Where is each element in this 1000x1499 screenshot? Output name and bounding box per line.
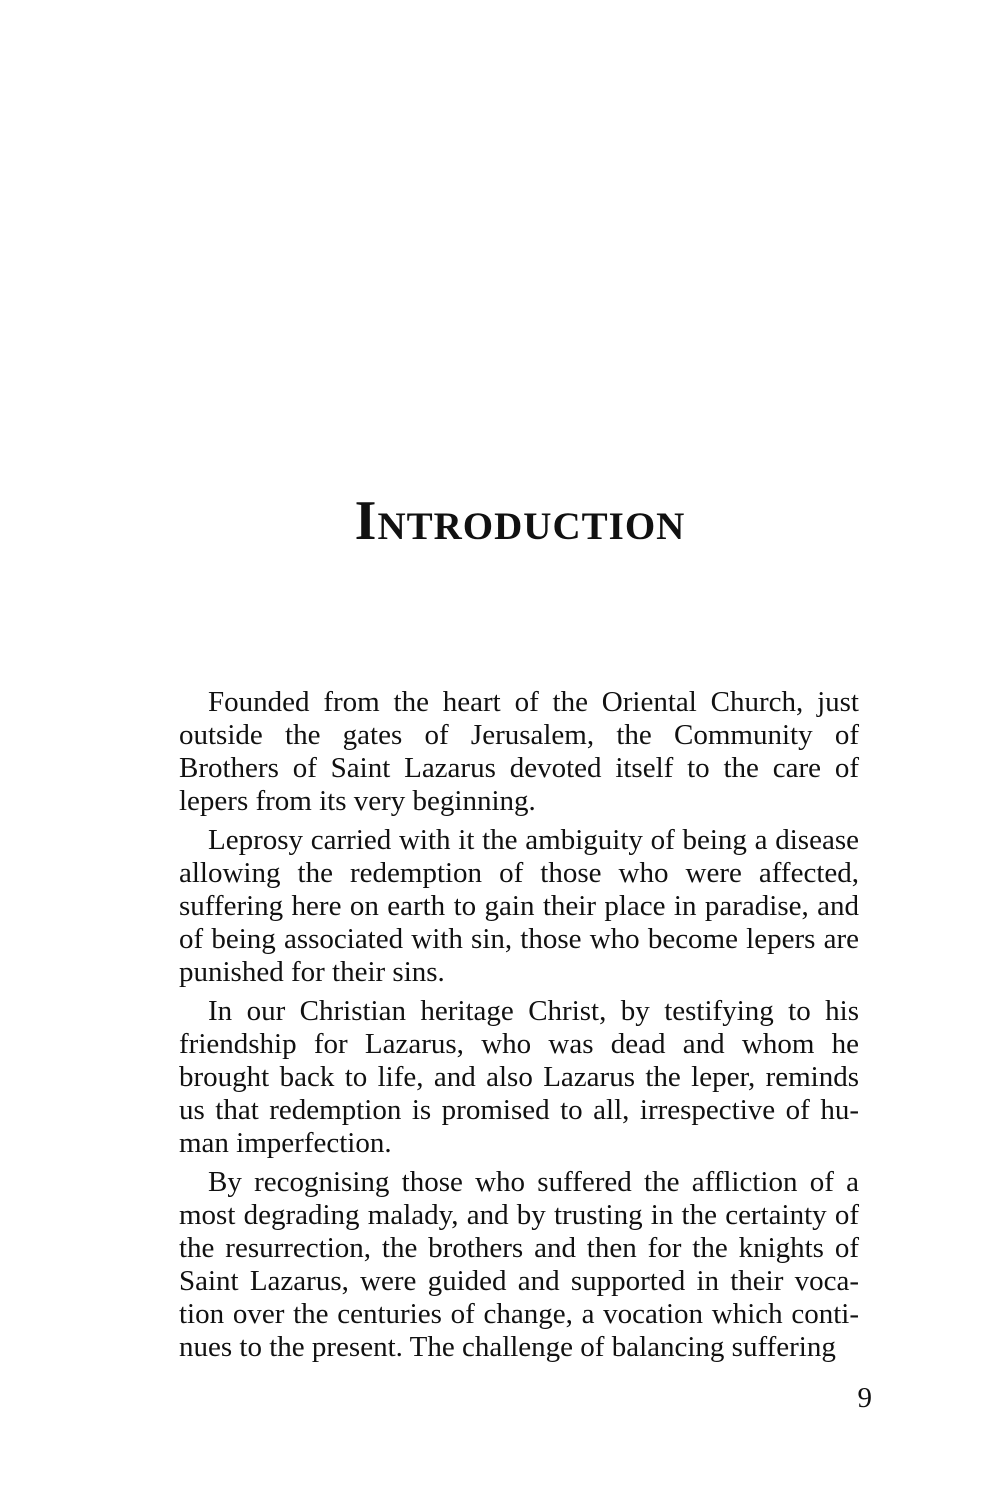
paragraph-4: By recognising those who suffered the affliction of a most degrading malady, and by trusting in the certainty of the resurrection, the brothers and then for the knights of Saint Lazarus, were guided and supported in their vocation over the centuries of change, a vocation which continues to the present. The challenge of balancing suffering bbox=[179, 1166, 859, 1363]
body-text bbox=[179, 686, 859, 1370]
paragraph-3: In our Christian heritage Christ, by testifying to his friendship for Lazarus, who was dead and whom he brought back to life, and also Lazarus the leper, reminds us that redemption is promised to all, irrespective of human imperfection. bbox=[179, 995, 859, 1159]
paragraph-2: Leprosy carried with it the ambiguity of being a disease allowing the redemption of those who were affected, suffering here on earth to gain their place in paradise, and of being associated with sin, those who become lepers are punished for their sins. bbox=[179, 824, 859, 988]
page-number: 9 bbox=[857, 1382, 872, 1414]
paragraph-1: Founded from the heart of the Oriental Church, just outside the gates of Jerusalem, the Community of Brothers of Saint Lazarus devoted itself to the care of lepers from its very beginning. bbox=[179, 686, 859, 817]
chapter-title: Introduction bbox=[354, 490, 686, 552]
